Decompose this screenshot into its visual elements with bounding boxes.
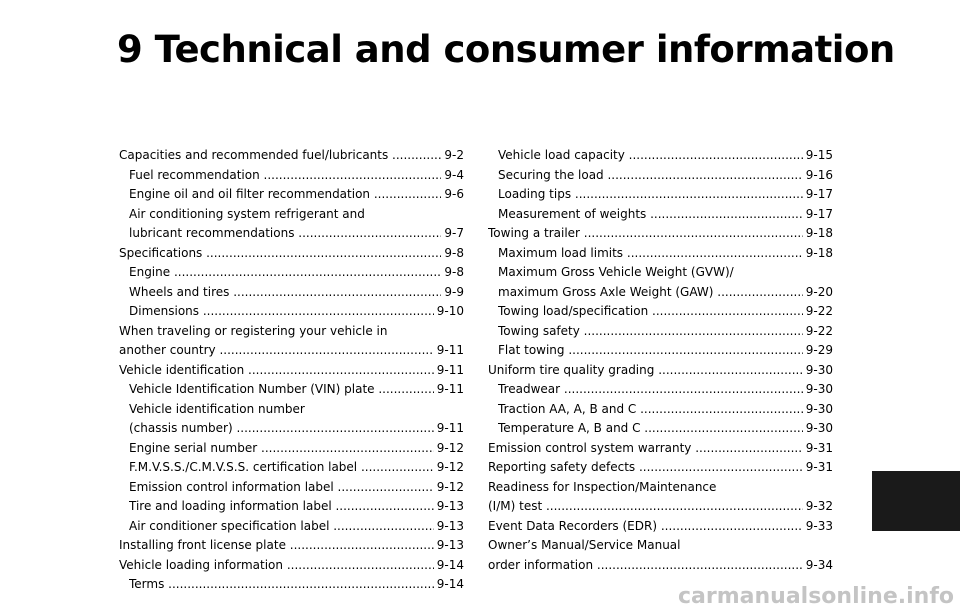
toc-entry[interactable]	[488, 205, 833, 225]
toc-entry[interactable]	[488, 517, 833, 537]
toc-entry-label-line: Readiness for Inspection/Maintenance	[488, 479, 717, 494]
toc-entry-page: 9-11	[436, 382, 464, 396]
toc-column-left	[119, 146, 464, 595]
toc-entry-label-line: Engine serial number .....	[129, 439, 434, 459]
toc-entry-page: 9-30	[805, 382, 833, 396]
toc-entry-page: 9-4	[444, 167, 464, 182]
toc-entry-label-line: Maximum Gross Vehicle Weight (GVW)/	[498, 265, 734, 279]
toc-entry[interactable]	[119, 322, 464, 361]
toc-entry[interactable]	[119, 302, 464, 322]
toc-entry[interactable]	[119, 361, 464, 381]
toc-entry-label-line: Towing load/specification .....	[498, 302, 803, 322]
toc-entry-label-line: Loading tips .....	[498, 185, 803, 205]
toc-entry-page: 9-18	[805, 245, 833, 260]
toc-entry[interactable]	[488, 380, 833, 400]
toc-entry-label-line: Terms .....	[129, 575, 434, 595]
toc-entry-page: 9-15	[805, 148, 833, 162]
toc-entry-label-line: F.M.V.S.S./C.M.V.S.S. certification label .....	[129, 458, 434, 478]
toc-entry-page: 9-31	[805, 440, 833, 455]
toc-entry-label-line: Maximum load limits .....	[498, 244, 803, 264]
toc-entry-page: 9-17	[805, 206, 833, 221]
toc-entry-label	[129, 166, 441, 186]
toc-entry[interactable]	[119, 517, 464, 537]
toc-entry[interactable]	[488, 400, 833, 420]
toc-entry-label-line: Specifications .....	[119, 244, 441, 264]
toc-entry-label	[498, 322, 803, 342]
toc-entry-label	[119, 322, 434, 361]
toc-entry-label	[129, 497, 434, 517]
toc-entry-label	[129, 458, 434, 478]
toc-entry-page: 9-33	[805, 518, 833, 533]
toc-entry-label	[498, 400, 803, 420]
toc-entry-label	[498, 302, 803, 322]
toc-entry[interactable]	[488, 263, 833, 302]
toc-entry-page: 9-30	[805, 362, 833, 377]
toc-entry-label	[119, 556, 434, 576]
toc-entry-label	[129, 185, 441, 205]
toc-entry[interactable]	[119, 400, 464, 439]
toc-entry-label	[119, 146, 441, 166]
toc-entry-label-line: Traction AA, A, B and C .....	[498, 400, 803, 420]
toc-entry-label	[498, 205, 803, 225]
toc-entry[interactable]	[488, 439, 833, 459]
toc-entry-label	[488, 439, 803, 459]
toc-entry[interactable]	[119, 575, 464, 595]
watermark: carmanualsonline.info	[678, 584, 954, 609]
toc-entry[interactable]	[119, 185, 464, 205]
toc-entry-label	[498, 146, 803, 166]
toc-entry-page: 9-16	[805, 167, 833, 182]
toc-column-right	[488, 146, 833, 575]
toc-entry-label-line: Temperature A, B and C .....	[498, 419, 803, 439]
toc-entry-page: 9-13	[436, 499, 464, 513]
toc-entry[interactable]	[119, 146, 464, 166]
toc-entry-label-line: Fuel recommendation .....	[129, 166, 441, 186]
toc-entry[interactable]	[119, 497, 464, 517]
toc-entry-page: 9-11	[436, 343, 464, 357]
toc-entry[interactable]	[488, 536, 833, 575]
toc-entry-page: 9-20	[805, 284, 833, 299]
toc-entry-page: 9-6	[444, 187, 464, 201]
toc-entry-label-line: Towing safety .....	[498, 322, 803, 342]
toc-entry-label	[129, 205, 441, 244]
toc-entry-page: 9-13	[436, 538, 464, 552]
toc-entry-page: 9-32	[805, 499, 833, 513]
toc-entry[interactable]	[488, 244, 833, 264]
toc-entry-label	[119, 361, 434, 381]
toc-entry-label-line: maximum Gross Axle Weight (GAW) .....	[498, 283, 803, 303]
toc-entry-label-line: Engine .....	[129, 263, 441, 283]
toc-entry-label	[129, 283, 441, 303]
toc-entry-label	[498, 341, 803, 361]
toc-entry[interactable]	[488, 302, 833, 322]
toc-entry[interactable]	[488, 322, 833, 342]
toc-entry-label	[129, 439, 434, 459]
toc-entry-page: 9-2	[444, 148, 464, 162]
toc-entry-label	[488, 361, 803, 381]
toc-entry[interactable]	[119, 244, 464, 264]
toc-entry-label	[129, 302, 434, 322]
toc-entry-label	[488, 536, 803, 575]
toc-entry-page: 9-30	[805, 421, 833, 435]
toc-entry-label-line: Vehicle loading information .....	[119, 556, 434, 576]
toc-entry[interactable]	[119, 283, 464, 303]
toc-entry-label-line: (I/M) test .....	[488, 497, 803, 517]
toc-entry-page: 9-12	[436, 460, 464, 474]
toc-entry[interactable]	[488, 478, 833, 517]
toc-entry-label	[488, 458, 803, 478]
toc-entry-page: 9-18	[805, 226, 833, 240]
toc-entry-label	[129, 517, 434, 537]
toc-entry-page: 9-9	[444, 284, 464, 299]
toc-entry-label-line: Securing the load .....	[498, 166, 803, 186]
toc-entry-page: 9-12	[436, 479, 464, 494]
toc-entry-label	[129, 400, 434, 439]
chapter-tab-marker	[872, 471, 960, 531]
toc-entry-page: 9-8	[444, 265, 464, 279]
toc-entry-label-line: Engine oil and oil filter recommendation .....	[129, 185, 441, 205]
toc-entry-label	[129, 380, 434, 400]
toc-entry-label-line: Reporting safety defects .....	[488, 458, 803, 478]
toc-entry-label-line: another country .....	[119, 341, 434, 361]
toc-entry-page: 9-17	[805, 187, 833, 201]
chapter-title: 9 Technical and consumer information	[117, 28, 895, 71]
toc-entry-label-line: Emission control system warranty .....	[488, 439, 803, 459]
toc-entry-label	[129, 575, 434, 595]
toc-entry-label-line: Towing a trailer .....	[488, 224, 803, 244]
toc-entry-page: 9-29	[805, 343, 833, 357]
toc-entry-label	[129, 263, 441, 283]
toc-entry-label-line: Capacities and recommended fuel/lubricants .....	[119, 146, 441, 166]
toc-entry-page: 9-31	[805, 460, 833, 474]
toc-entry-label-line: Event Data Recorders (EDR) .....	[488, 517, 803, 537]
toc-entry[interactable]	[119, 166, 464, 186]
toc-entry-label-line: Flat towing .....	[498, 341, 803, 361]
toc-entry-page: 9-34	[805, 557, 833, 572]
toc-entry[interactable]	[488, 419, 833, 439]
toc-entry-page: 9-14	[436, 557, 464, 572]
toc-entry-page: 9-11	[436, 362, 464, 377]
toc-entry-label-line: (chassis number) .....	[129, 419, 434, 439]
toc-entry-label	[498, 263, 803, 302]
toc-entry-label-line: Treadwear .....	[498, 380, 803, 400]
toc-entry[interactable]	[119, 205, 464, 244]
toc-entry[interactable]	[488, 458, 833, 478]
toc-entry-label-line: When traveling or registering your vehicle in	[119, 323, 388, 338]
toc-entry[interactable]	[119, 263, 464, 283]
toc-entry[interactable]	[119, 380, 464, 400]
toc-entry-label-line: Air conditioning system refrigerant and	[129, 206, 365, 221]
toc-entry-label	[488, 478, 803, 517]
toc-entry-label-line: Dimensions .....	[129, 302, 434, 322]
toc-entry-page: 9-22	[805, 304, 833, 318]
toc-entry-label-line: Uniform tire quality grading .....	[488, 361, 803, 381]
toc-entry[interactable]	[488, 146, 833, 166]
toc-entry-label-line: order information .....	[488, 556, 803, 576]
toc-entry[interactable]	[488, 361, 833, 381]
toc-entry-label-line: Vehicle Identification Number (VIN) plate .....	[129, 380, 434, 400]
toc-entry-label-line: Installing front license plate .....	[119, 536, 434, 556]
toc-entry[interactable]	[488, 224, 833, 244]
toc-entry-label-line: Owner’s Manual/Service Manual	[488, 538, 681, 552]
toc-entry-label	[498, 166, 803, 186]
toc-entry-page: 9-10	[436, 304, 464, 318]
toc-entry-label	[119, 536, 434, 556]
toc-entry-page: 9-8	[444, 245, 464, 260]
toc-entry-label	[488, 517, 803, 537]
toc-entry[interactable]	[488, 341, 833, 361]
toc-entry-label	[498, 380, 803, 400]
toc-entry[interactable]	[119, 556, 464, 576]
toc-entry[interactable]	[119, 439, 464, 459]
toc-entry-page: 9-12	[436, 440, 464, 455]
toc-entry[interactable]	[119, 458, 464, 478]
toc-entry[interactable]	[488, 166, 833, 186]
toc-entry-page: 9-13	[436, 518, 464, 533]
toc-entry[interactable]	[119, 536, 464, 556]
toc-entry-page: 9-11	[436, 421, 464, 435]
toc-entry-page: 9-7	[444, 226, 464, 240]
toc-entry[interactable]	[488, 185, 833, 205]
toc-entry[interactable]	[119, 478, 464, 498]
toc-entry-label-line: Air conditioner specification label .....	[129, 517, 434, 537]
toc-entry-label	[119, 244, 441, 264]
toc-entry-page: 9-30	[805, 401, 833, 416]
toc-entry-label-line: lubricant recommendations .....	[129, 224, 441, 244]
toc-entry-label-line: Tire and loading information label .....	[129, 497, 434, 517]
toc-entry-page: 9-14	[436, 577, 464, 591]
toc-entry-label-line: Vehicle identification .....	[119, 361, 434, 381]
toc-entry-label-line: Wheels and tires .....	[129, 283, 441, 303]
toc-entry-label-line: Vehicle identification number	[129, 401, 305, 416]
toc-entry-page: 9-22	[805, 323, 833, 338]
toc-entry-label	[129, 478, 434, 498]
toc-entry-label	[498, 419, 803, 439]
toc-entry-label-line: Vehicle load capacity .....	[498, 146, 803, 166]
toc-entry-label-line: Measurement of weights .....	[498, 205, 803, 225]
toc-entry-label-line: Emission control information label .....	[129, 478, 434, 498]
toc-entry-label	[498, 244, 803, 264]
toc-entry-label	[488, 224, 803, 244]
toc-entry-label	[498, 185, 803, 205]
